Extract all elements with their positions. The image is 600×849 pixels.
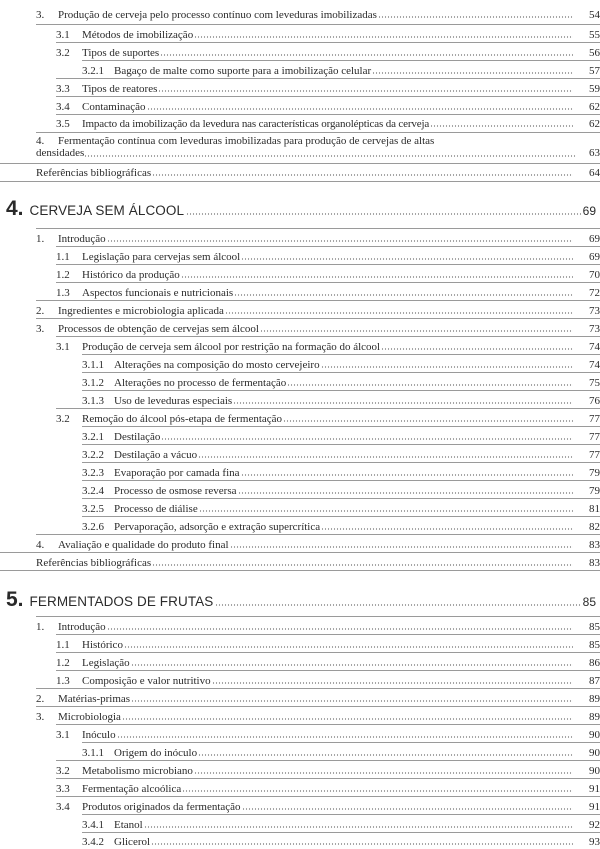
entry-number: 1. — [36, 621, 45, 633]
toc-entry-5-3-4-2 — [82, 831, 600, 848]
entry-title: Fermentação alcoólica — [82, 783, 182, 795]
entry-page: 82 — [589, 521, 600, 533]
entry-page: 54 — [589, 9, 600, 21]
entry-number: 3.1.1 — [82, 359, 104, 371]
toc-entry-4-3-1 — [56, 336, 600, 353]
entry-title-line1: Fermentação contínua com leveduras imobilizadas para produção de cervejas de altas — [58, 135, 435, 147]
entry-number: 3.1.1 — [82, 747, 104, 759]
entry-page: 55 — [589, 29, 600, 41]
entry-number: 3.2 — [56, 47, 70, 59]
entry-page: 77 — [589, 413, 600, 425]
dot-leader — [230, 546, 573, 548]
dot-leader — [234, 294, 573, 296]
entry-number: 3.2.1 — [82, 65, 104, 77]
entry-title: Impacto da imobilização da levedura nas características organolépticas da cerveja — [82, 118, 430, 130]
entry-number: 1.3 — [56, 675, 70, 687]
entry-page: 83 — [589, 539, 600, 551]
entry-page: 92 — [589, 819, 600, 831]
entry-title: Glicerol — [114, 836, 151, 848]
entry-title: Introdução — [58, 621, 106, 633]
toc-entry-3-3 — [36, 4, 600, 21]
toc-entry-4-3-2-2 — [82, 444, 600, 461]
dot-leader — [283, 420, 573, 422]
dot-leader — [238, 492, 574, 494]
entry-number: 3.3 — [56, 783, 70, 795]
entry-number: 3.1.3 — [82, 395, 104, 407]
entry-number: 3.2.2 — [82, 449, 104, 461]
entry-number: 3.5 — [56, 118, 70, 130]
toc-entry-references-4 — [36, 552, 600, 569]
entry-title: Destilação a vácuo — [114, 449, 198, 461]
toc-entry-5-3-4 — [56, 796, 600, 813]
entry-title: Ingredientes e microbiologia aplicada — [58, 305, 224, 317]
toc-entry-4-3 — [36, 318, 600, 335]
chapter-number: 5. — [6, 588, 24, 611]
entry-page: 77 — [589, 449, 600, 461]
entry-title: Composição e valor nutritivo — [82, 675, 211, 687]
toc-entry-5-2 — [36, 688, 600, 705]
toc-entry-4-3-1-2 — [82, 372, 600, 389]
entry-page: 69 — [589, 251, 600, 263]
entry-page: 69 — [589, 233, 600, 245]
dot-leader — [84, 155, 576, 157]
toc-entry-5-3-3 — [56, 778, 600, 795]
toc-entry-4-3-2-1 — [82, 426, 600, 443]
chapter-title: CERVEJA SEM ÁLCOOL — [29, 203, 185, 218]
chapter-number: 4. — [6, 197, 24, 220]
entry-title: Avaliação e qualidade do produto final — [58, 539, 229, 551]
toc-entry-3-3-3 — [56, 78, 600, 95]
toc-entry-references-3 — [36, 162, 600, 179]
entry-title: Processo de osmose reversa — [114, 485, 237, 497]
toc-entry-4-1-2 — [56, 264, 600, 281]
toc-entry-4-1-3 — [56, 282, 600, 299]
toc-entry-3-3-5 — [56, 113, 600, 130]
entry-number: 1.1 — [56, 251, 70, 263]
entry-title: Produção de cerveja pelo processo contínuo com leveduras imobilizadas — [58, 9, 377, 21]
toc-entry-5-1-1 — [56, 634, 600, 651]
entry-title: Origem do inóculo — [114, 747, 198, 759]
entry-title: Histórico — [82, 639, 123, 651]
entry-number: 3.2.6 — [82, 521, 104, 533]
dot-leader — [152, 174, 573, 176]
entry-page: 76 — [589, 395, 600, 407]
entry-title: Legislação — [82, 657, 130, 669]
entry-number: 3.2.4 — [82, 485, 104, 497]
dot-leader — [212, 682, 573, 684]
toc-entry-4-3-1-1 — [82, 354, 600, 371]
dot-leader — [321, 528, 573, 530]
entry-page: 85 — [589, 621, 600, 633]
toc-entry-5-1-3 — [56, 670, 600, 687]
entry-page: 74 — [589, 341, 600, 353]
entry-title: Remoção do álcool pós-etapa de fermentação — [82, 413, 283, 425]
chapter-page: 69 — [582, 204, 596, 218]
entry-title: Destilação — [114, 431, 161, 443]
entry-title: Tipos de suportes — [82, 47, 160, 59]
entry-page: 81 — [589, 503, 600, 515]
chapter-title: FERMENTADOS DE FRUTAS — [29, 594, 214, 609]
entry-number: 1.2 — [56, 657, 70, 669]
dot-leader — [241, 474, 573, 476]
entry-page: 64 — [589, 167, 600, 179]
toc-entry-4-3-2-4 — [82, 480, 600, 497]
entry-page: 62 — [589, 101, 600, 113]
dot-leader — [430, 125, 573, 127]
entry-title: Legislação para cervejas sem álcool — [82, 251, 241, 263]
entry-page: 59 — [589, 83, 600, 95]
dot-leader — [161, 438, 573, 440]
entry-title: Microbiologia — [58, 711, 121, 723]
entry-number: 3.3 — [56, 83, 70, 95]
entry-title: Alterações no processo de fermentação — [114, 377, 287, 389]
entry-page: 90 — [589, 747, 600, 759]
entry-page: 79 — [589, 485, 600, 497]
dot-leader — [186, 213, 581, 215]
entry-number: 1.1 — [56, 639, 70, 651]
dot-leader — [381, 348, 573, 350]
chapter-heading-4 — [6, 196, 596, 220]
entry-title: Métodos de imobilização — [82, 29, 194, 41]
entry-page: 70 — [589, 269, 600, 281]
dot-leader — [242, 808, 573, 810]
entry-number: 3.4.2 — [82, 836, 104, 848]
entry-page: 89 — [589, 711, 600, 723]
toc-entry-4-3-2-6 — [82, 516, 600, 533]
entry-number: 3.2.3 — [82, 467, 104, 479]
entry-page: 90 — [589, 729, 600, 741]
entry-page: 91 — [589, 783, 600, 795]
dot-leader — [372, 72, 573, 74]
entry-title: Pervaporação, adsorção e extração supercrítica — [114, 521, 321, 533]
toc-entry-3-3-4 — [56, 96, 600, 113]
entry-number: 3.1 — [56, 729, 70, 741]
entry-title: Metabolismo microbiano — [82, 765, 193, 777]
dot-leader — [152, 564, 573, 566]
dot-leader — [241, 258, 573, 260]
dot-leader — [194, 772, 573, 774]
entry-number: 1.3 — [56, 287, 70, 299]
entry-page: 91 — [589, 801, 600, 813]
dot-leader — [131, 700, 573, 702]
entry-number: 3.2 — [56, 765, 70, 777]
dot-leader — [198, 754, 573, 756]
entry-page: 86 — [589, 657, 600, 669]
toc-entry-3-3-1 — [56, 24, 600, 41]
entry-page: 62 — [589, 118, 600, 130]
entry-title: Produção de cerveja sem álcool por restrição na formação do álcool — [82, 341, 381, 353]
entry-page: 72 — [589, 287, 600, 299]
entry-number: 3.4 — [56, 801, 70, 813]
toc-entry-5-3-2 — [56, 760, 600, 777]
dot-leader — [215, 604, 580, 606]
toc-entry-4-3-2-3 — [82, 462, 600, 479]
dot-leader — [117, 736, 573, 738]
dot-leader — [321, 366, 573, 368]
entry-title: Produtos originados da fermentação — [82, 801, 241, 813]
dot-leader — [122, 718, 573, 720]
dot-leader — [182, 790, 573, 792]
entry-number: 4. — [36, 135, 45, 147]
entry-title: Processos de obtenção de cervejas sem álcool — [58, 323, 259, 335]
entry-title: Tipos de reatores — [82, 83, 158, 95]
entry-page: 63 — [589, 147, 600, 159]
entry-page: 57 — [589, 65, 600, 77]
entry-title: Introdução — [58, 233, 106, 245]
toc-entry-3-4 — [36, 132, 600, 162]
entry-number: 3.2.1 — [82, 431, 104, 443]
toc-entry-5-3-4-1 — [82, 814, 600, 831]
entry-number: 3.1 — [56, 341, 70, 353]
entry-page: 77 — [589, 431, 600, 443]
entry-number: 3. — [36, 9, 45, 21]
toc-entry-5-3 — [36, 706, 600, 723]
entry-title-line2: densidades — [36, 147, 85, 159]
dot-leader — [144, 826, 573, 828]
entry-number: 2. — [36, 305, 45, 317]
entry-title: Referências bibliográficas — [36, 557, 152, 569]
toc-entry-5-3-1-1 — [82, 742, 600, 759]
entry-title: Alterações na composição do mosto cervejeiro — [114, 359, 320, 371]
entry-page: 79 — [589, 467, 600, 479]
entry-title: Processo de diálise — [114, 503, 198, 515]
entry-number: 1. — [36, 233, 45, 245]
dot-leader — [107, 240, 573, 242]
entry-page: 75 — [589, 377, 600, 389]
entry-title: Evaporação por camada fina — [114, 467, 240, 479]
entry-page: 73 — [589, 323, 600, 335]
chapter-heading-5 — [6, 587, 596, 611]
dot-leader — [194, 36, 573, 38]
entry-number: 4. — [36, 539, 45, 551]
toc-entry-4-4 — [36, 534, 600, 551]
toc-entry-3-3-2-1 — [82, 60, 600, 77]
dot-leader — [181, 276, 573, 278]
entry-page: 90 — [589, 765, 600, 777]
dot-leader — [225, 312, 573, 314]
toc-entry-5-1-2 — [56, 652, 600, 669]
entry-title: Etanol — [114, 819, 143, 831]
dot-leader — [260, 330, 573, 332]
entry-title: Matérias-primas — [58, 693, 131, 705]
entry-title: Referências bibliográficas — [36, 167, 152, 179]
entry-number: 3. — [36, 323, 45, 335]
toc-entry-4-3-1-3 — [82, 390, 600, 407]
entry-page: 83 — [589, 557, 600, 569]
toc-entry-4-3-2-5 — [82, 498, 600, 515]
entry-title: Contaminação — [82, 101, 146, 113]
entry-number: 3.2.5 — [82, 503, 104, 515]
entry-number: 3. — [36, 711, 45, 723]
entry-title: Histórico da produção — [82, 269, 180, 281]
dot-leader — [378, 16, 573, 18]
dot-leader — [151, 843, 573, 845]
entry-page: 87 — [589, 675, 600, 687]
toc-entry-3-3-2 — [56, 42, 600, 59]
entry-page: 85 — [589, 639, 600, 651]
dot-leader — [147, 108, 573, 110]
dot-leader — [198, 456, 573, 458]
toc-entry-4-3-2 — [56, 408, 600, 425]
entry-number: 2. — [36, 693, 45, 705]
entry-title: Inóculo — [82, 729, 116, 741]
entry-number: 3.2 — [56, 413, 70, 425]
entry-number: 3.1 — [56, 29, 70, 41]
entry-number: 3.1.2 — [82, 377, 104, 389]
entry-title: Uso de leveduras especiais — [114, 395, 233, 407]
dot-leader — [233, 402, 573, 404]
dot-leader — [124, 646, 573, 648]
dot-leader — [160, 54, 573, 56]
toc-entry-4-1 — [36, 228, 600, 245]
entry-number: 1.2 — [56, 269, 70, 281]
entry-title: Bagaço de malte como suporte para a imobilização celular — [114, 65, 372, 77]
entry-number: 3.4 — [56, 101, 70, 113]
entry-page: 56 — [589, 47, 600, 59]
toc-entry-5-3-1 — [56, 724, 600, 741]
entry-title: Aspectos funcionais e nutricionais — [82, 287, 234, 299]
dot-leader — [287, 384, 573, 386]
entry-page: 74 — [589, 359, 600, 371]
toc-entry-4-2 — [36, 300, 600, 317]
entry-number: 3.4.1 — [82, 819, 104, 831]
entry-page: 73 — [589, 305, 600, 317]
entry-page: 89 — [589, 693, 600, 705]
dot-leader — [158, 90, 573, 92]
dot-leader — [199, 510, 573, 512]
dot-leader — [131, 664, 573, 666]
entry-page: 93 — [589, 836, 600, 848]
dot-leader — [107, 628, 573, 630]
toc-entry-5-1 — [36, 616, 600, 633]
toc-entry-4-1-1 — [56, 246, 600, 263]
chapter-page: 85 — [582, 595, 596, 609]
